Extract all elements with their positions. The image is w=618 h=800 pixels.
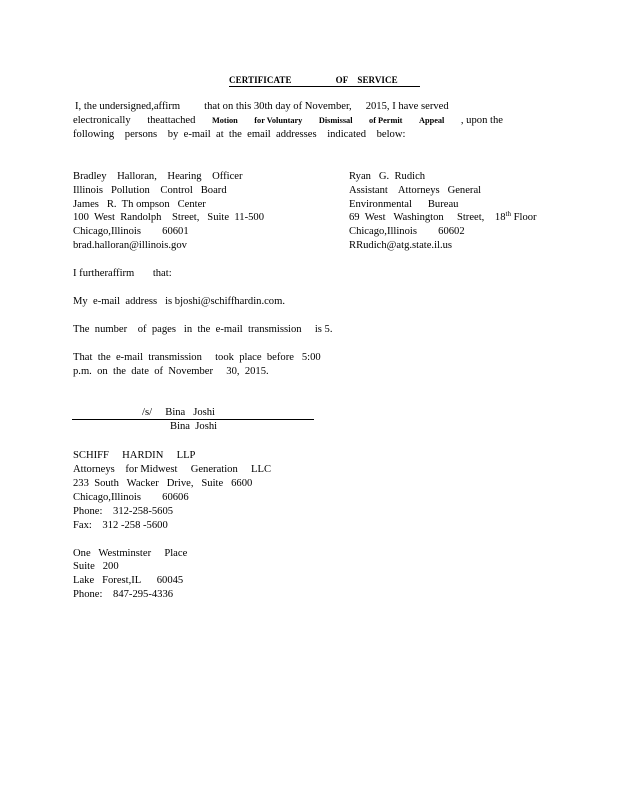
intro-line-1 <box>75 100 449 113</box>
right-recipient-title: Assistant Attorneys General <box>349 185 482 196</box>
firm-role: Attorneys for Midwest Generation LLC <box>73 464 272 475</box>
left-recipient-city: Chicago,Illinois 60601 <box>73 226 189 237</box>
intro-l1c: 2015, I have served <box>365 101 449 112</box>
intro-l2c: Motion <box>211 116 238 125</box>
right-street-sup: th <box>505 210 511 218</box>
right-recipient-name: Ryan G. Rudich <box>349 171 426 182</box>
time-statement-line-2: p.m. on the date of November 30, 2015. <box>73 366 269 377</box>
right-recipient-bureau: Environmental Bureau <box>349 199 459 210</box>
intro-l2b: theattached <box>147 115 196 126</box>
right-street-end: Floor <box>513 212 537 223</box>
title-word-1: CERTIFICATE <box>229 75 292 85</box>
pages-statement: The number of pages in the e-mail transmission is 5. <box>73 324 333 335</box>
signature-name: Bina Joshi <box>170 421 218 432</box>
office2-phone: Phone: 847-295-4336 <box>73 589 174 600</box>
signature-mark: /s/ Bina Joshi <box>142 407 215 418</box>
intro-l2g: Appeal <box>418 116 445 125</box>
office2-building: One Westminster Place <box>73 548 188 559</box>
intro-l2d: for Voluntary <box>254 116 303 125</box>
time-statement-line-1: That the e-mail transmission took place before 5:00 <box>73 352 321 363</box>
right-recipient-city: Chicago,Illinois 60602 <box>349 226 465 237</box>
intro-l2a: electronically <box>73 115 131 126</box>
intro-line-3: following persons by e-mail at the email addresses indicated below: <box>73 129 406 140</box>
office2-suite: Suite 200 <box>73 561 119 572</box>
firm-name: SCHIFF HARDIN LLP <box>73 450 196 461</box>
firm-city: Chicago,Illinois 60606 <box>73 492 189 503</box>
right-recipient-street <box>349 211 537 224</box>
intro-l2f: of Permit <box>369 116 403 125</box>
title-word-3: SERVICE <box>357 75 398 85</box>
right-recipient-email: RRudich@atg.state.il.us <box>349 240 453 251</box>
intro-l1b: that on this 30th day of November, <box>204 101 352 112</box>
intro-l1a: I, the undersigned,affirm <box>75 101 181 112</box>
office2-city: Lake Forest,IL 60045 <box>73 575 184 586</box>
title-word-2: OF <box>335 75 349 85</box>
left-recipient-org: Illinois Pollution Control Board <box>73 185 227 196</box>
firm-street: 233 South Wacker Drive, Suite 6600 <box>73 478 253 489</box>
email-statement: My e-mail address is bjoshi@schiffhardin.com. <box>73 296 285 307</box>
right-street-main: 69 West Washington Street, 18 <box>349 212 506 223</box>
further-affirm: I furtheraffirm that: <box>73 268 172 279</box>
firm-phone: Phone: 312-258-5605 <box>73 506 174 517</box>
left-recipient-street: 100 West Randolph Street, Suite 11-500 <box>73 212 264 223</box>
intro-line-2 <box>73 114 503 127</box>
intro-l2e: Dismissal <box>318 116 353 125</box>
left-recipient-name: Bradley Halloran, Hearing Officer <box>73 171 243 182</box>
left-recipient-building: James R. Th ompson Center <box>73 199 206 210</box>
left-recipient-email: brad.halloran@illinois.gov <box>73 240 187 251</box>
document-title <box>229 75 420 87</box>
intro-l2h: , upon the <box>460 115 503 126</box>
firm-fax: Fax: 312 -258 -5600 <box>73 520 168 531</box>
